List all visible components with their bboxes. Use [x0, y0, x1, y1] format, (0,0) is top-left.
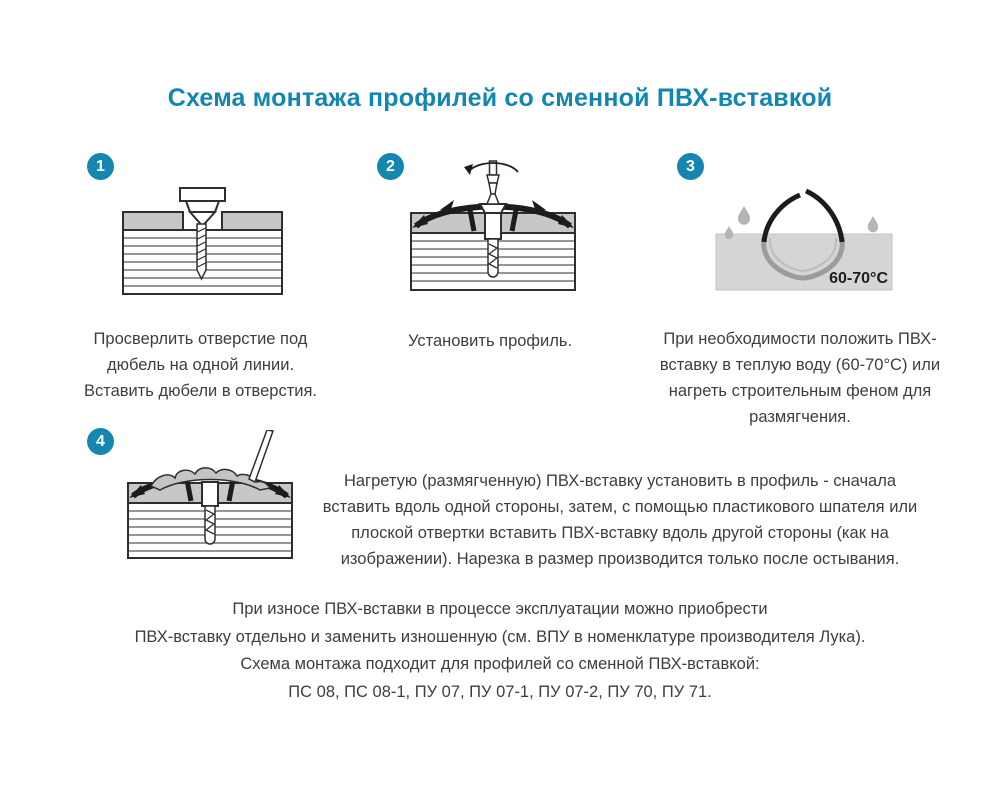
step-2-caption: Установить профиль. [407, 332, 573, 350]
step-3-badge: 3 [677, 153, 704, 180]
page-title: Схема монтажа профилей со сменной ПВХ-вставкой [167, 84, 833, 112]
drill-hole-icon [120, 186, 285, 298]
step-1-badge: 1 [87, 153, 114, 180]
footer-line: ПВХ-вставку отдельно и заменить изношенную (см. ВПУ в номенклатуре производителя Лука). [134, 627, 866, 646]
step-4-caption: Нагретую (размягченную) ПВХ-вставку установить в профиль - сначала вставить вдоль одной стороны, затем, с помощью пластикового шпателя или плоской отвертки вставить ПВХ-вставку вдоль другой стороны (как на изображении). Нарезка в размер производится только после остывания. [322, 472, 918, 568]
step-1-caption: Просверлить отверстие под дюбель на одной линии. Вставить дюбели в отверстия. [83, 330, 318, 400]
step-2-badge: 2 [377, 153, 404, 180]
footer-line: При износе ПВХ-вставки в процессе эксплуатации можно приобрести [232, 600, 768, 618]
footer-line: Схема монтажа подходит для профилей со сменной ПВХ-вставкой: [240, 655, 760, 673]
install-profile-icon [408, 160, 578, 293]
warm-water-icon [700, 184, 905, 296]
step-4-badge: 4 [87, 428, 114, 455]
footer-note [0, 596, 1000, 706]
footer-line: ПС 08, ПС 08-1, ПУ 07, ПУ 07-1, ПУ 07-2, ПУ 70, ПУ 71. [288, 682, 712, 701]
insert-pvc-icon [115, 430, 305, 563]
step-3-caption: При необходимости положить ПВХ-вставку в теплую воду (60-70°C) или нагреть строительным феном для размягчения. [659, 330, 941, 426]
water-temperature-label: 60-70°C [829, 270, 888, 287]
